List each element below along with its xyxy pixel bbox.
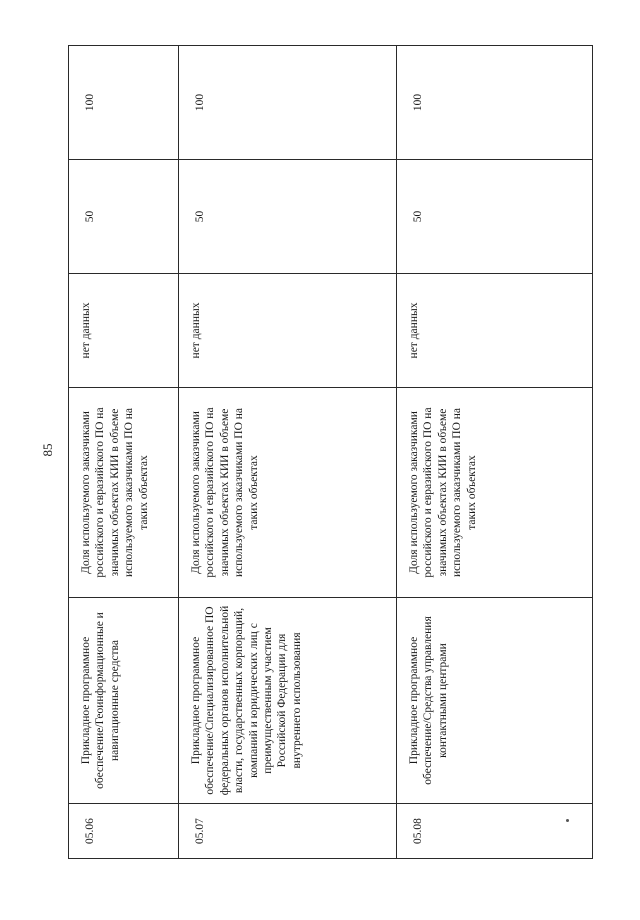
row-code: 05.08 bbox=[397, 804, 593, 859]
row-baseline: нет данных bbox=[397, 274, 593, 388]
row-category: Прикладное программное обеспечение/Специализированное ПО федеральных органов исполнительной власти, государственных корпораций, компаний и юридических лиц с преимущественным участием Российской Федерации для внутреннего использования bbox=[179, 598, 397, 804]
row-indicator: Доля используемого заказчиками российского и евразийского ПО на значимых объектах КИИ в объеме используемого заказчиками ПО на таких объектах bbox=[69, 388, 179, 598]
table-row bbox=[397, 46, 593, 859]
row-baseline: нет данных bbox=[69, 274, 179, 388]
row-baseline: нет данных bbox=[179, 274, 397, 388]
requirements-table bbox=[68, 45, 593, 859]
row-code: 05.06 bbox=[69, 804, 179, 859]
row-target-mid: 50 bbox=[179, 160, 397, 274]
scan-artifact-dot bbox=[566, 819, 569, 822]
row-target-mid: 50 bbox=[397, 160, 593, 274]
page-number: 85 bbox=[40, 443, 55, 457]
row-target-final: 100 bbox=[69, 46, 179, 160]
row-indicator: Доля используемого заказчиками российского и евразийского ПО на значимых объектах КИИ в объеме используемого заказчиками ПО на таких объектах bbox=[397, 388, 593, 598]
row-code: 05.07 bbox=[179, 804, 397, 859]
row-target-final: 100 bbox=[179, 46, 397, 160]
row-indicator: Доля используемого заказчиками российского и евразийского ПО на значимых объектах КИИ в объеме используемого заказчиками ПО на таких объектах bbox=[179, 388, 397, 598]
rotated-table-container bbox=[68, 46, 592, 859]
row-category: Прикладное программное обеспечение/Геоинформационные и навигационные средства bbox=[69, 598, 179, 804]
row-target-mid: 50 bbox=[69, 160, 179, 274]
table-row bbox=[179, 46, 397, 859]
row-category: Прикладное программное обеспечение/Средства управления контактными центрами bbox=[397, 598, 593, 804]
row-target-final: 100 bbox=[397, 46, 593, 160]
table-row bbox=[69, 46, 179, 859]
